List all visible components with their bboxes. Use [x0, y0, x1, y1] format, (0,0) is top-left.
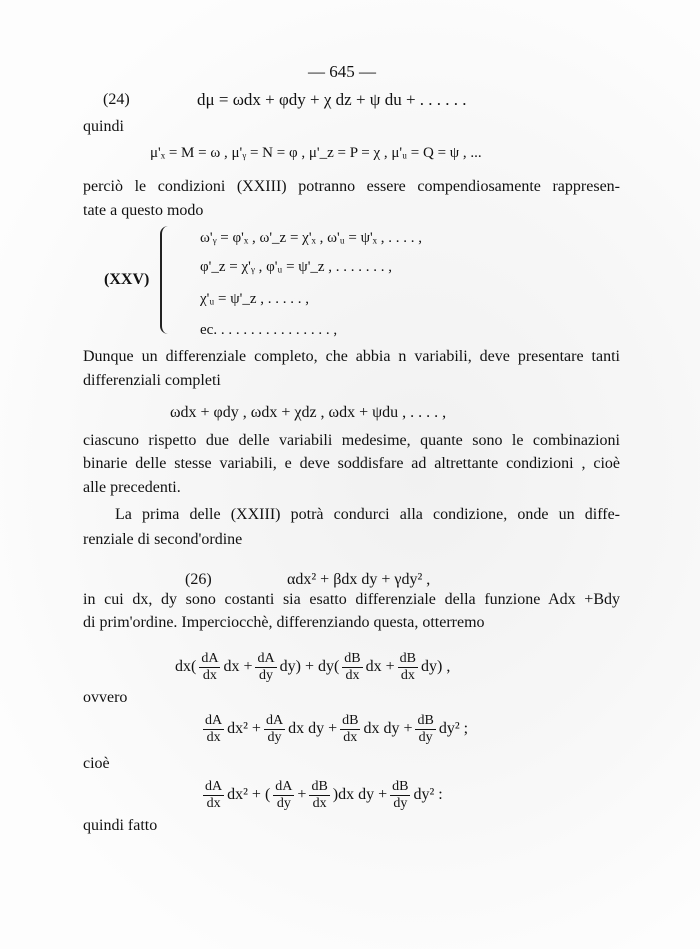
curly-brace [160, 226, 174, 334]
equation-24-label: (24) [103, 91, 130, 108]
fraction: $\frac{dB}{dx}$ [342, 712, 359, 745]
equation-collected: $\frac{dA}{dx}$ dx² + ( $\frac{dA}{dy}$ + $\frac{dB}{dx}$ )dx dy + $\frac{dB}{dy}$ dy² : [205, 778, 443, 811]
paragraph-line: tate a questo modo [83, 202, 204, 219]
mu-equations: μ'ₓ = M = ω , μ'ᵧ = N = φ , μ'_z = P = χ , μ'ᵤ = Q = ψ , ... [150, 145, 482, 161]
text-quindi: quindi [83, 118, 124, 135]
paragraph-line: ciascuno rispetto due delle variabili medesime, quante sono le combinazioni [83, 432, 620, 449]
paragraph-line: binarie delle stesse variabili, e deve soddisfare ad altrettante condizioni , cioè [83, 455, 620, 472]
system-row: φ'_z = χ'ᵧ , φ'ᵤ = ψ'_z , . . . . . . . , [200, 259, 393, 275]
text-quindi-fatto: quindi fatto [83, 817, 158, 834]
paragraph-line: perciò le condizioni (XXIII) potranno essere compendiosamente rappresen- [83, 178, 620, 195]
paragraph-line: alle precedenti. [83, 479, 181, 496]
equation-26-label: (26) [185, 571, 212, 588]
text-cioe: cioè [83, 755, 110, 772]
paragraph-line: renziale di second'ordine [83, 531, 243, 548]
fraction: $\frac{dB}{dy}$ [392, 778, 409, 811]
equation-24: dμ = ωdx + φdy + χ dz + ψ du + . . . . . . [197, 90, 467, 109]
fraction: $\frac{dA}{dx}$ [205, 712, 223, 745]
omega-equations: ωdx + φdy , ωdx + χdz , ωdx + ψdu , . . . . , [170, 404, 447, 421]
system-xxv-label: (XXV) [104, 271, 150, 288]
fraction: $\frac{dA}{dx}$ [205, 778, 223, 811]
system-row: ec. . . . . . . . . . . . . . . . , [200, 322, 338, 338]
paragraph-line: differenziali completi [83, 372, 221, 389]
paragraph-line: di prim'ordine. Imperciocchè, differenziando questa, otterremo [83, 614, 485, 631]
paragraph-line: La prima delle (XXIII) potrà condurci alla condizione, onde un diffe- [115, 506, 620, 523]
page-number: — 645 — [308, 62, 376, 81]
text-ovvero: ovvero [83, 689, 128, 706]
equation-differential: dx( $\frac{dA}{dx}$ dx + $\frac{dA}{dy}$ dy) + dy( $\frac{dB}{dx}$ dx + $\frac{dB}{dx}$ dy) , [175, 650, 451, 683]
fraction: $\frac{dB}{dx}$ [311, 778, 328, 811]
equation-expanded: $\frac{dA}{dx}$ dx² + $\frac{dA}{dy}$ dx dy + $\frac{dB}{dx}$ dx dy + $\frac{dB}{dy}$ dy² ; [205, 712, 469, 745]
fraction: $\frac{dB}{dx}$ [344, 650, 361, 683]
fraction: $\frac{dA}{dx}$ [201, 650, 219, 683]
paragraph-line: in cui dx, dy sono costanti sia esatto differenziale della funzione Adx +Bdy [83, 591, 620, 608]
paragraph-line: Dunque un differenziale completo, che abbia n variabili, deve presentare tanti [83, 348, 620, 365]
system-row: ω'ᵧ = φ'ₓ , ω'_z = χ'ₓ , ω'ᵤ = ψ'ₓ , . . . . , [200, 230, 423, 246]
fraction: $\frac{dA}{dy}$ [275, 778, 293, 811]
fraction: $\frac{dB}{dx}$ [399, 650, 417, 683]
system-row: χ'ᵤ = ψ'_z , . . . . . , [200, 291, 309, 307]
fraction: $\frac{dA}{dy}$ [257, 650, 275, 683]
fraction: $\frac{dB}{dy}$ [417, 712, 434, 745]
equation-26: αdx² + βdx dy + γdy² , [287, 571, 431, 588]
fraction: $\frac{dA}{dy}$ [265, 712, 284, 745]
